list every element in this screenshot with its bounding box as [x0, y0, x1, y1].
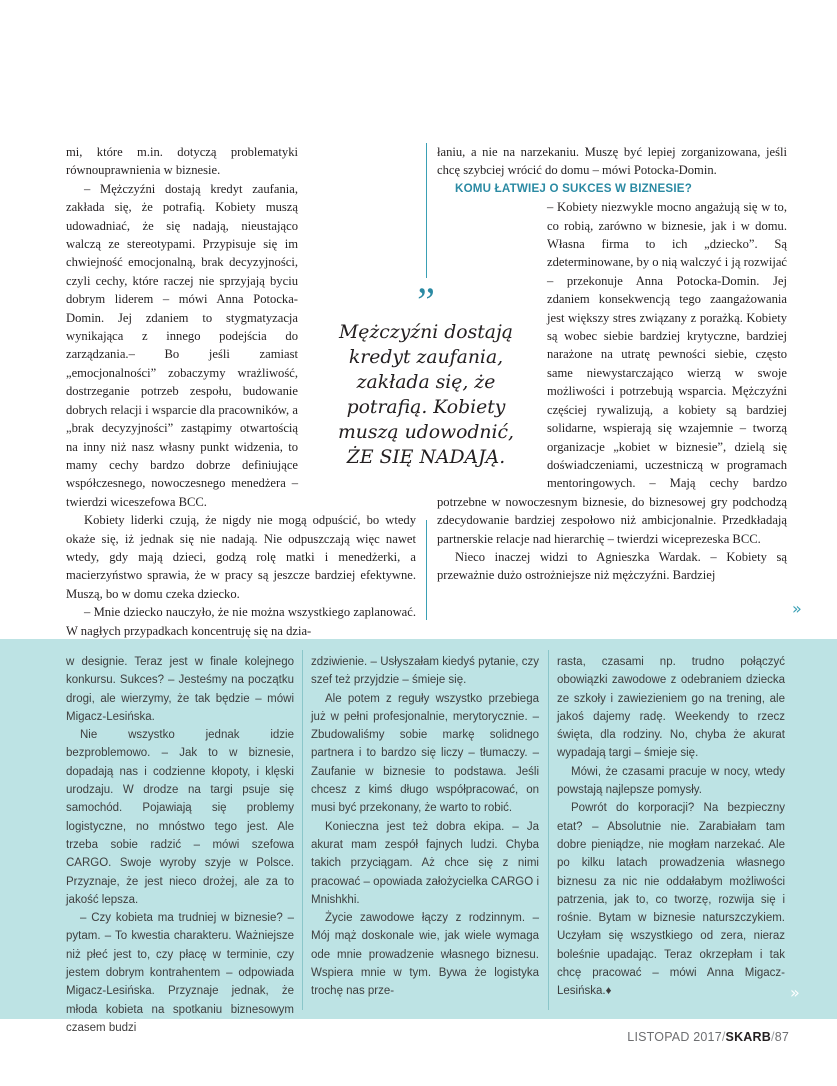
sidebar-paragraph: Mówi, że czasami pracuje w nocy, wtedy powstają najlepsze pomysły. — [557, 765, 785, 797]
sidebar-paragraph: rasta, czasami np. trudno połączyć obowiązki zawodowe z odebraniem dziecka ze szkoły i zawiezieniem go na trening, ale jakoś dajemy radę. Weekendy to rzecz święta, dla rodziny. No, chyba że akurat wypadają targi – śmieje się. — [557, 656, 785, 760]
divider — [302, 650, 303, 1010]
article-paragraph: Kobiety liderki czują, że nigdy nie mogą odpuścić, bo wtedy okaże się, iż jednak się nie nadają. Nie odpuszczają więc nawet wtedy, gdy mają dzieci, godzą rolę matki i menedżerki, a macierzyństwo sprawia, że w pracy są jeszcze bardziej efektywne. Muszą, bo w domu czeka dziecko. — [66, 513, 416, 601]
section-subheading: KOMU ŁATWIEJ O SUKCES W BIZNESIE? — [455, 181, 692, 195]
sidebar-column-1 — [66, 653, 294, 1037]
sidebar-paragraph: w designie. Teraz jest w finale kolejnego konkursu. Sukces? – Jesteśmy na początku drogi, ale wierzymy, że tak będzie – mówi Migacz-Lesińska. — [66, 656, 294, 723]
end-mark-icon: ♦ — [605, 985, 612, 998]
page-footer — [627, 1030, 789, 1044]
pull-quote: Mężczyźni dostają kredyt zaufania, zakłada się, że potrafią. Kobiety muszą udowodnić, ŻE SIĘ NADAJĄ. — [337, 322, 515, 468]
divider — [426, 520, 427, 620]
divider — [548, 650, 549, 1010]
sidebar-paragraph: – Czy kobieta ma trudniej w biznesie? – pytam. – To kwestia charakteru. Ważniejsze niż płeć jest to, czy płacę w terminie, czy jestem dobrym kontrahentem – odpowiada Migacz-Lesińska. Przyznaje jednak, że młoda kobieta na spotkaniu biznesowym czasem budzi — [66, 912, 294, 1034]
sidebar-text: Powrót do korporacji? Na bezpieczny etat? – Absolutnie nie. Zarabiałam tam dobre pieniądze, nie mogłam narzekać. Ale po kilku latach prowadzenia własnego biznesu za nic nie oddałabym możliwości patrzenia, jak to, co tworzę, rozwija się i rośnie. Bytam w biznesie naturszczykiem. Uczyłam się wszystkiego od zera, nieraz boleśnie upadając. Teraz okrzepłam i tak chcę pracować – mówi Anna Migacz-Lesińska. — [557, 802, 785, 998]
article-paragraph: – Mężczyźni dostają kredyt zaufania, zakłada się, że potrafią. Kobiety muszą udowadniać, że się nadają, nieustająco walczą ze stereotypami. Przypisuje się im chwiejność emocjonalną, brak decyzyjności, czyli cechy, które raczej nie sprzyjają byciu dobrym liderem – mówi Anna Potocka-Domin. Jej zdaniem to stygmatyzacja wynikająca z innego podejścia do zarządzania.– Bo jeśli zamiast „emocjonalności” zobaczymy wrażliwość, dostrzeganie potrzeb zespołu, budowanie dobrych relacji i wsparcie dla pracowników, a „brak decyzyjności” zastąpimy otwartością na inny niż nasz własny punkt widzenia, to mamy cechy bardzo dobrze definiujące współczesnego, nowoczesnego menedżera – twierdzi wiceszefowa BCC. — [66, 181, 298, 509]
sidebar-paragraph: Nie wszystko jednak idzie bezproblemowo. – Jak to w biznesie, dopadają nas i codzienne kłopoty, i klęski urodzaju. W drodze na targi psuje się samochód. Pojawiają się problemy logistyczne, no mnóstwo tego jest. Ale trzeba sobie radzić – mówi szefowa CARGO. Swoje wyroby szyje w Polsce. Przyznaje, że jest nieco drożej, ale za to jakość lepsza. — [66, 729, 294, 906]
sidebar-paragraph: Konieczna jest też dobra ekipa. – Ja akurat mam zespół fajnych ludzi. Chyba takich przyciągam. Aż chce się z nimi pracować – opowiada założycielka CARGO i Mnishkhi. — [311, 820, 539, 906]
footer-separator: / — [721, 1030, 726, 1044]
divider — [426, 143, 427, 278]
article-paragraph: łaniu, a nie na narzekaniu. Muszę być lepiej zorganizowana, jeśli chcę szybciej wrócić do domu – mówi Potocka-Domin. — [437, 145, 787, 178]
sidebar-paragraph — [557, 799, 785, 1000]
sidebar-paragraph: Życie zawodowe łączy z rodzinnym. – Mój mąż doskonale wie, jak wiele wymaga ode mnie prowadzenie własnego biznesu. Wspiera mnie w tym. Bywa że logistyka trochę nas prze- — [311, 912, 539, 998]
article-paragraph: – Mnie dziecko nauczyło, że nie można wszystkiego zaplanować. W nagłych przypadkach koncentruję się na dzia- — [66, 605, 416, 638]
sidebar-paragraph: zdziwienie. – Usłyszałam kiedyś pytanie, czy szef też przyjdzie – śmieje się. — [311, 656, 539, 687]
article-paragraph: – Kobiety niezwykle mocno angażują się w to, co robią, zarówno w biznesie, jak i w domu. Własna firma to ich „dziecko”. Są zdeterminowane, by o nią walczyć i ją rozwijać – przekonuje Anna Potocka-Domin. Jej zdaniem konsekwencją tego zaangażowania jest większy stres związany z porażką. Kobiety są wobec siebie bardziej krytyczne, bardziej narażone na utratę pewności siebie, często same niewystarczająco wierzą w swoje możliwości i potrzebują wsparcia. Mężczyźni częściej rywalizują, a kobiety są bardziej solidarne, wspierają się wzajemnie – tworzą organizacje „kobiet w biznesie”, dzielą się doświadczeniami, uczestniczą w programach mentoringowych. – Mają cechy bardzo potrzebne w nowoczesnym biznesie, do biznesowej gry podchodzą zdecydowanie bardziej zespołowo niż ambicjonalnie. Przedkładają partnerskie relacje nad hierarchię – twierdzi wiceprezeska BCC. — [437, 200, 787, 546]
page-number: 87 — [774, 1030, 789, 1044]
issue-date: LISTOPAD 2017 — [627, 1030, 722, 1044]
sidebar-paragraph: Ale potem z reguły wszystko przebiega już w pełni profesjonalnie, merytorycznie. – Zbudowaliśmy sobie markę solidnego partnera i to bardzo się liczy – tłumaczy. – Zaufanie w biznesie to podstawa. Jeśli chcesz z kimś długo współpracować, on musi być przekonany, że warto to robić. — [311, 692, 539, 815]
footer-separator: / — [771, 1030, 775, 1044]
continue-arrow-icon: » — [790, 983, 800, 1002]
article-paragraph: mi, które m.in. dotyczą problematyki równouprawnienia w biznesie. — [66, 145, 298, 178]
article-paragraph: Nieco inaczej widzi to Agnieszka Wardak. – Kobiety są przeważnie dużo ostrożniejsze niż mężczyźni. Bardziej — [437, 549, 787, 583]
sidebar-column-2 — [311, 653, 539, 1001]
sidebar-column-3 — [557, 653, 785, 1001]
magazine-brand: SKARB — [725, 1030, 771, 1044]
quote-mark-icon: ” — [417, 279, 435, 324]
continue-arrow-icon: » — [792, 599, 802, 618]
